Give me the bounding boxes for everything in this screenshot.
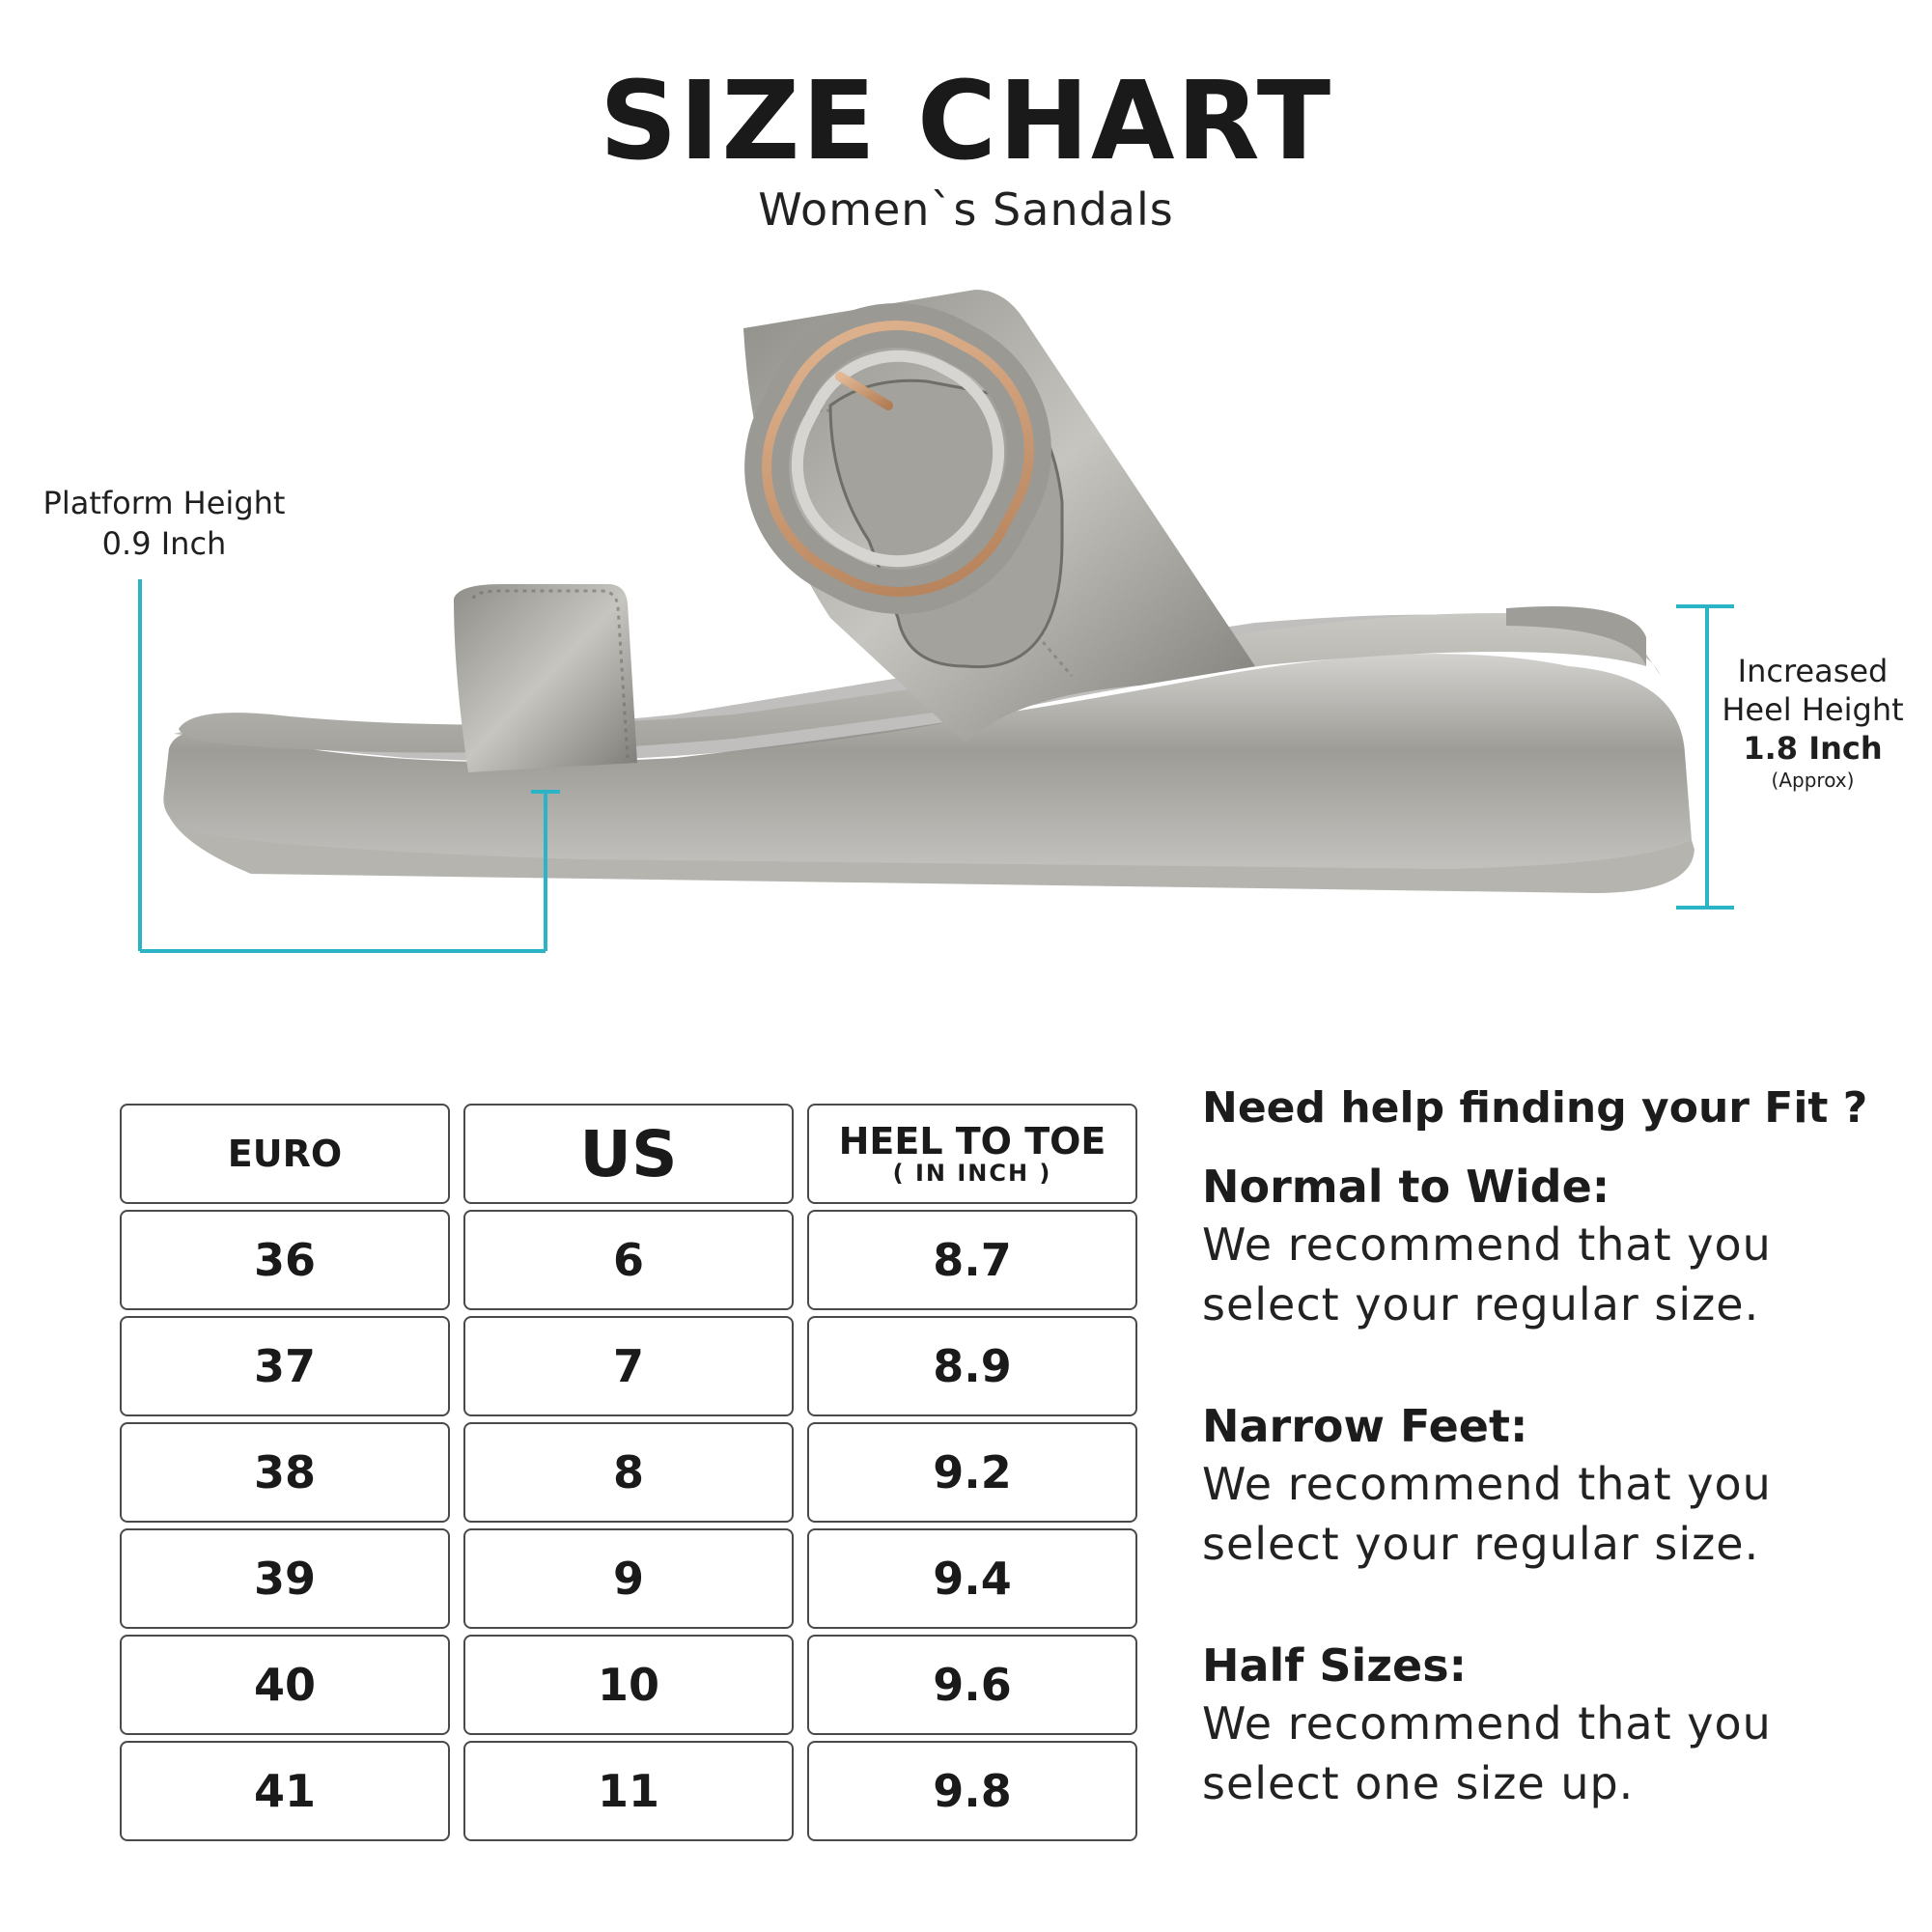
table-cell-value: 11 <box>597 1765 659 1817</box>
fit-section-text: We recommend that you <box>1202 1458 1772 1510</box>
table-cell-value: 39 <box>253 1553 316 1605</box>
platform-height-label: Platform Height <box>42 485 286 521</box>
table-cell-euro <box>120 1210 450 1310</box>
fit-section-heading: Narrow Feet: <box>1202 1400 1528 1452</box>
fit-section-heading: Normal to Wide: <box>1202 1161 1610 1213</box>
table-cell-value: 41 <box>253 1765 316 1817</box>
table-cell-heel-to-toe <box>807 1210 1137 1310</box>
table-cell-us <box>463 1741 794 1841</box>
table-cell-heel-to-toe <box>807 1422 1137 1523</box>
table-cell-euro <box>120 1528 450 1629</box>
header-euro: EURO <box>120 1104 450 1204</box>
table-cell-value: 9.6 <box>933 1659 1012 1711</box>
table-cell-heel-to-toe <box>807 1635 1137 1735</box>
fit-section-normal <box>1202 1159 1917 1334</box>
table-cell-value: 9.2 <box>933 1446 1012 1498</box>
table-cell-value: 6 <box>612 1234 644 1286</box>
heel-height-value: 1.8 Inch <box>1743 730 1883 767</box>
fit-help-title: Need help finding your Fit ? <box>1202 1083 1868 1133</box>
table-cell-euro <box>120 1316 450 1416</box>
table-cell-euro <box>120 1741 450 1841</box>
platform-height-value: 0.9 Inch <box>101 525 227 562</box>
fit-section-half <box>1202 1638 1917 1813</box>
heel-height-line1: Increased <box>1737 653 1889 689</box>
table-cell-value: 7 <box>612 1340 644 1392</box>
fit-help-panel <box>1202 1081 1917 1877</box>
header-heel-to-toe: HEEL TO TOE ( IN INCH ) <box>807 1104 1137 1204</box>
table-cell-value: 8.7 <box>933 1234 1012 1286</box>
table-cell-heel-to-toe <box>807 1528 1137 1629</box>
table-cell-us <box>463 1316 794 1416</box>
page-title: SIZE CHART <box>599 59 1333 184</box>
table-cell-value: 10 <box>597 1659 659 1711</box>
table-cell-value: 36 <box>253 1234 316 1286</box>
table-cell-heel-to-toe <box>807 1741 1137 1841</box>
heel-height-note: (Approx) <box>1771 769 1855 792</box>
table-cell-value: 9 <box>612 1553 644 1605</box>
table-cell-euro <box>120 1635 450 1735</box>
table-cell-value: 8 <box>612 1446 644 1498</box>
fit-section-text: select your regular size. <box>1202 1518 1760 1570</box>
sandal-photo <box>0 261 1932 975</box>
fit-section-narrow <box>1202 1398 1917 1574</box>
header-us: US <box>463 1104 794 1204</box>
table-cell-us <box>463 1528 794 1629</box>
table-cell-euro <box>120 1422 450 1523</box>
table-cell-us <box>463 1635 794 1735</box>
table-cell-us <box>463 1210 794 1310</box>
fit-section-text: We recommend that you <box>1202 1697 1772 1750</box>
table-cell-value: 38 <box>253 1446 316 1498</box>
fit-section-heading: Half Sizes: <box>1202 1639 1467 1692</box>
page-subtitle: Women`s Sandals <box>758 183 1174 236</box>
fit-section-text: select your regular size. <box>1202 1278 1760 1330</box>
table-cell-value: 40 <box>253 1659 316 1711</box>
fit-section-text: select one size up. <box>1202 1757 1635 1809</box>
sandal-front-strap <box>454 584 637 772</box>
table-cell-value: 37 <box>253 1340 316 1392</box>
fit-section-text: We recommend that you <box>1202 1218 1772 1271</box>
table-cell-us <box>463 1422 794 1523</box>
table-cell-value: 9.8 <box>933 1765 1012 1817</box>
heel-height-annotation <box>1704 652 1921 793</box>
heel-height-line2: Heel Height <box>1722 691 1904 728</box>
table-cell-value: 9.4 <box>933 1553 1012 1605</box>
platform-height-annotation <box>19 483 309 564</box>
table-cell-heel-to-toe <box>807 1316 1137 1416</box>
table-cell-value: 8.9 <box>933 1340 1012 1392</box>
